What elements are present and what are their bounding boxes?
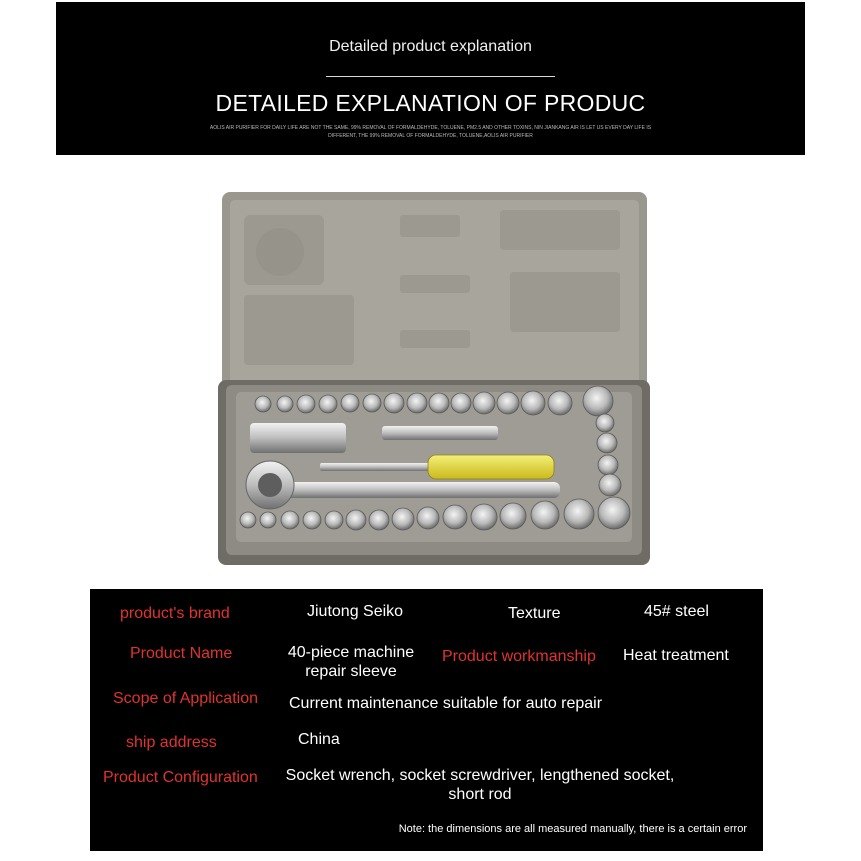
brand-value: Jiutong Seiko	[307, 603, 404, 620]
header-divider	[326, 76, 555, 77]
header-subtitle: Detailed product explanation	[329, 38, 532, 55]
header-banner	[56, 2, 805, 155]
workmanship-value: Heat treatment	[623, 647, 729, 664]
header-fine-print: AOLIS AIR PURIFIER FOR DAILY LIFE ARE NOT THE SAME, 99% REMOVAL OF FORMALDEHYDE, TOLUENE, PM2.5 AND OTHER TOXINS, NIN JIANKANG AIR IS LET US EVERY DAY LIFE IS DIFFERENT, THE 99% REMOVAL OF FORMALDEHYDE, TOLUENE,AOLIS AIR PURIFIER	[209, 125, 652, 139]
measurement-note: Note: the dimensions are all measured manually, there is a certain error	[398, 823, 747, 835]
texture-value: 45# steel	[644, 603, 709, 620]
scope-value: Current maintenance suitable for auto repair	[289, 695, 603, 712]
socket-set-case-image	[210, 180, 660, 575]
config-value: Socket wrench, socket screwdriver, lengthened socket, short rod	[285, 767, 675, 803]
texture-label: Texture	[508, 605, 561, 622]
config-label: Product Configuration	[103, 769, 258, 786]
brand-label: product's brand	[120, 605, 230, 622]
scope-label: Scope of Application	[113, 690, 258, 707]
name-label: Product Name	[130, 645, 233, 662]
name-value: 40-piece machine repair sleeve	[287, 644, 415, 680]
spec-table	[90, 589, 763, 851]
workmanship-label: Product workmanship	[442, 648, 596, 665]
ship-value: China	[298, 731, 340, 748]
ship-label: ship address	[126, 734, 217, 751]
header-title: DETAILED EXPLANATION OF PRODUC	[215, 90, 646, 116]
